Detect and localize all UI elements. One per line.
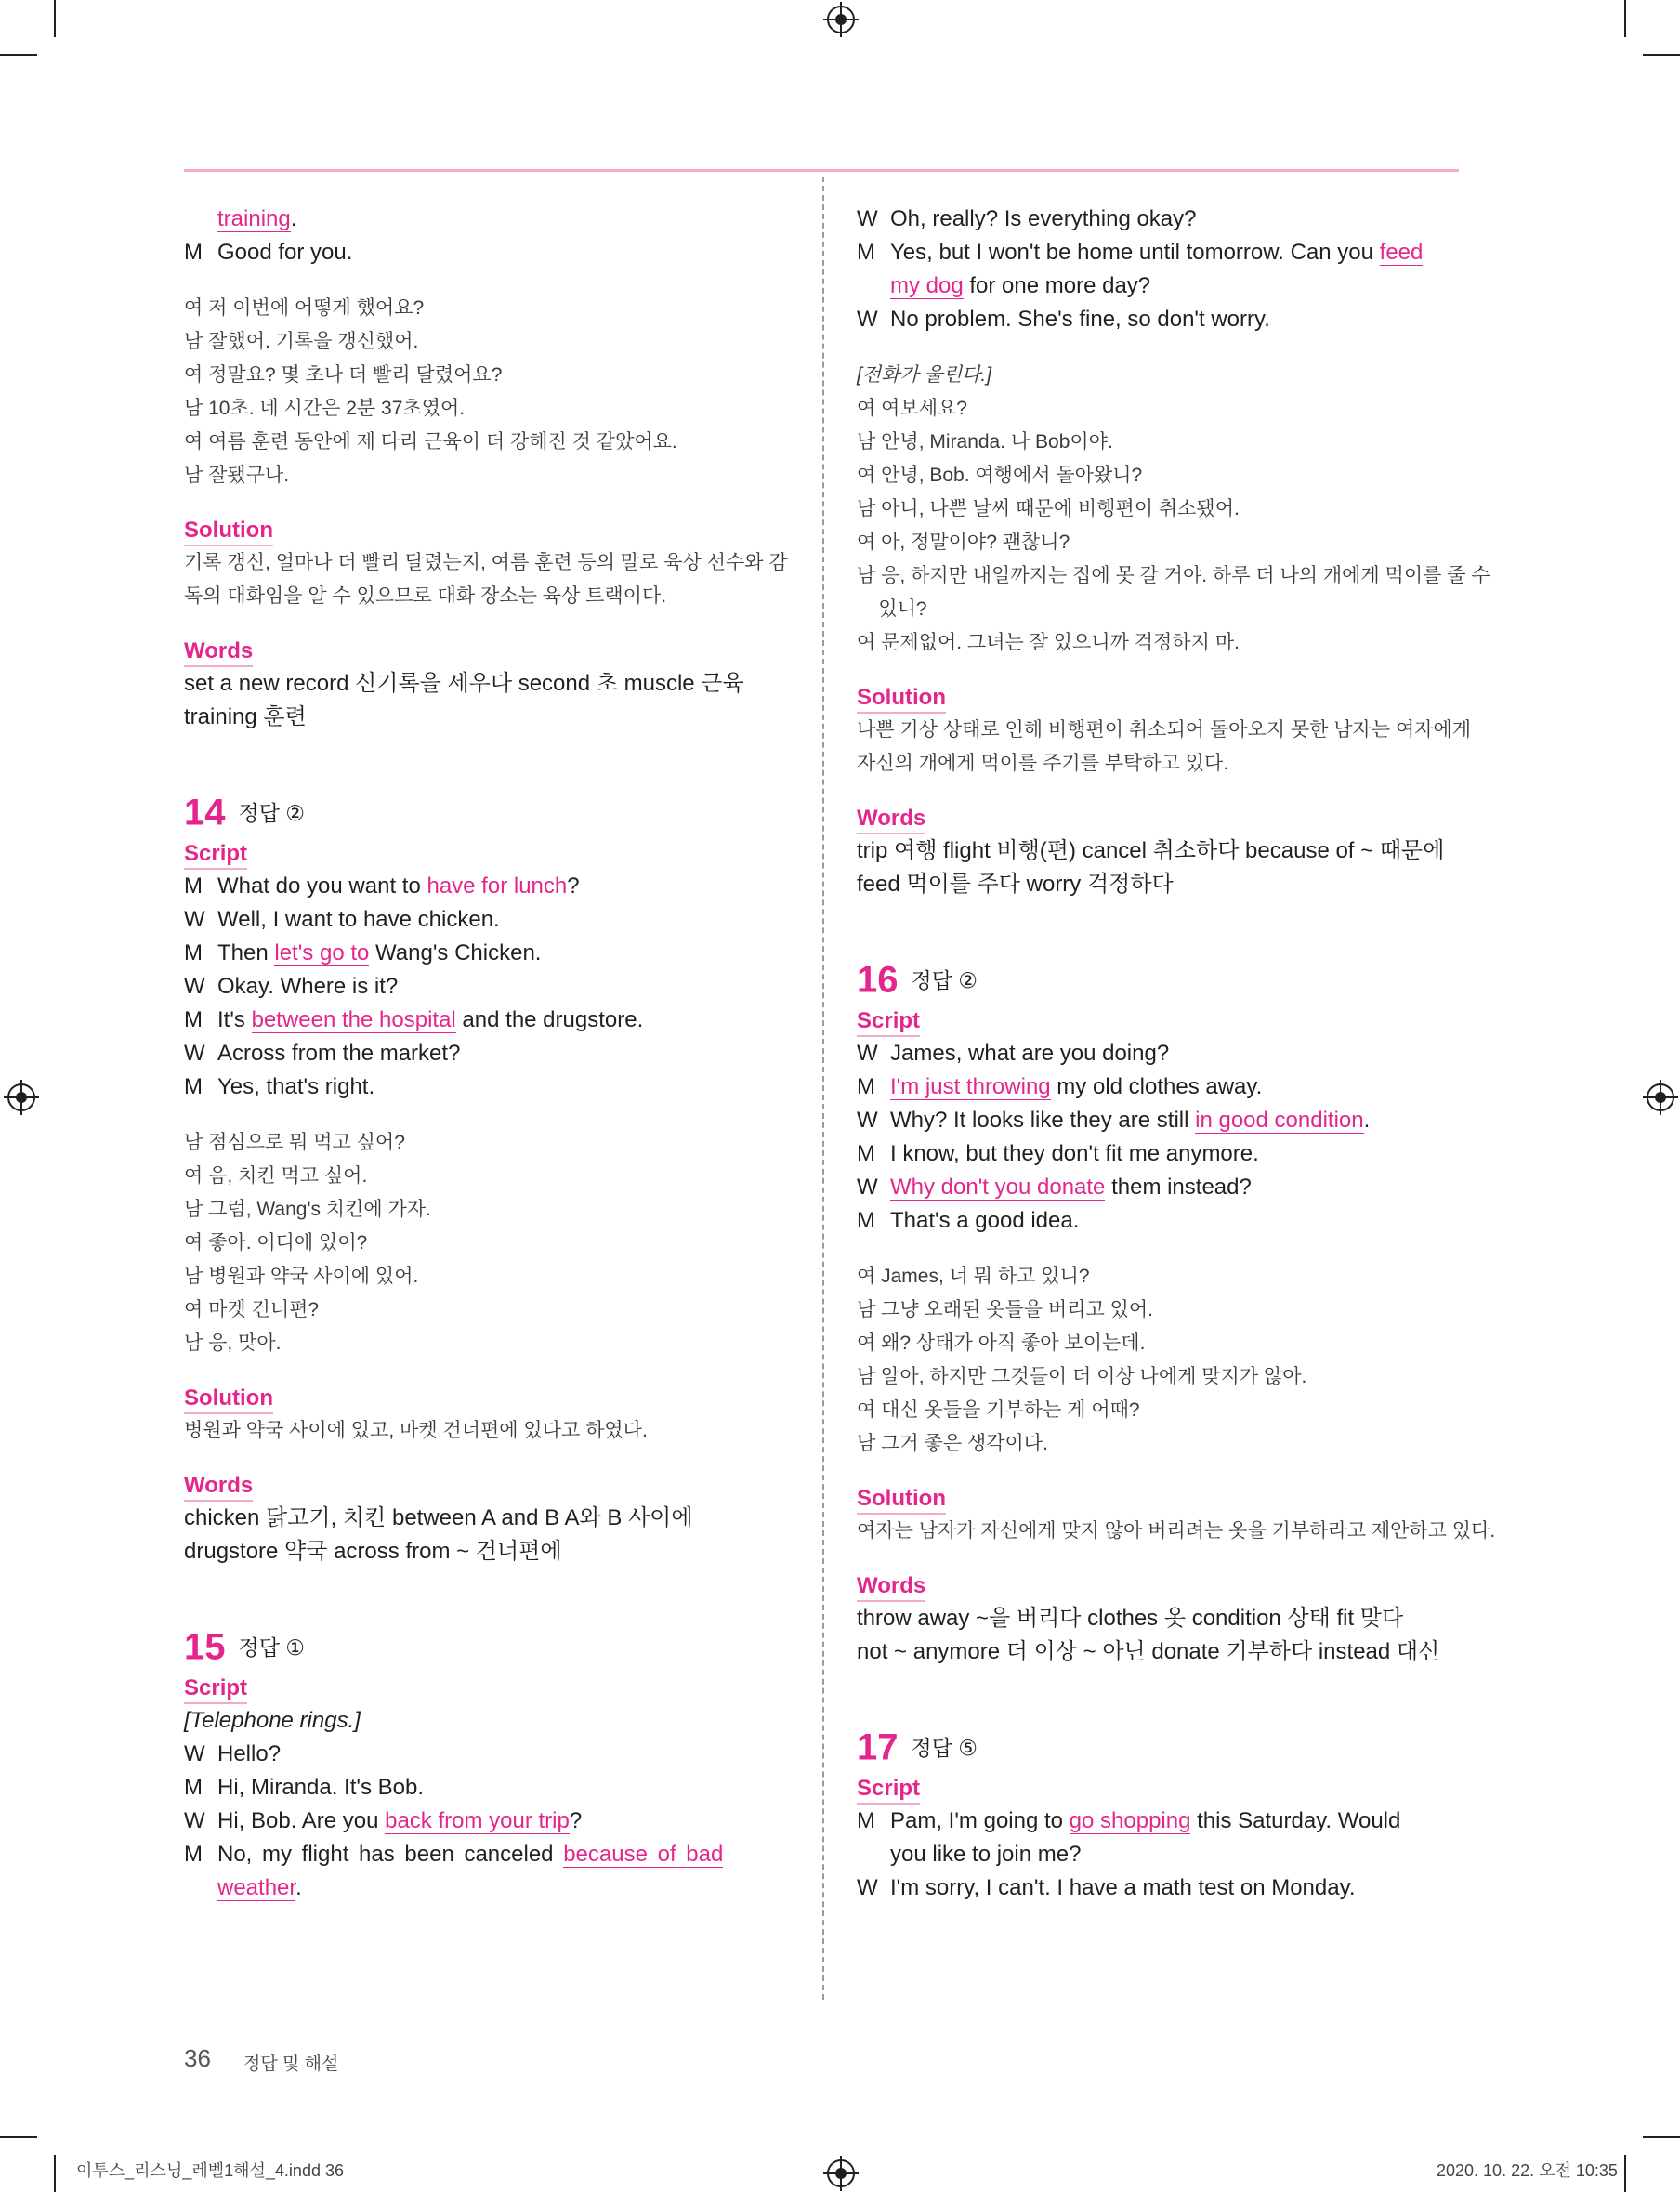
- right-column: [857, 203, 1496, 1905]
- script-line: M What do you want to have for lunch?: [184, 873, 580, 899]
- translation-line: 남 응, 맞아.: [184, 1332, 282, 1354]
- translation-line: 여 정말요? 몇 초나 더 빨리 달렸어요?: [184, 364, 503, 386]
- script-line: M Good for you.: [184, 240, 353, 265]
- stage-direction: [Telephone rings.]: [184, 1708, 361, 1733]
- translation-line: 여 마켓 건너편?: [184, 1299, 320, 1320]
- translation-line: 여 좋아. 어디에 있어?: [184, 1232, 368, 1254]
- section-label: Words: [857, 803, 1461, 834]
- section-label: Script: [184, 838, 788, 870]
- translation-line: 남 잘됐구나.: [184, 465, 290, 486]
- section-label: Script: [184, 1673, 788, 1704]
- footer-title: 정답 및 해설: [243, 2054, 339, 2074]
- print-slug-date: 2020. 10. 22. 오전 10:35: [1437, 2161, 1618, 2180]
- section-label: Script: [857, 1005, 1461, 1037]
- translation-line: 있니?: [857, 598, 927, 620]
- solution-text: 병원과 약국 사이에 있고, 마켓 건너편에 있다고 하였다.: [184, 1420, 648, 1441]
- solution-text: 독의 대화임을 알 수 있으므로 대화 장소는 육상 트랙이다.: [184, 585, 667, 607]
- section-label: Words: [184, 636, 788, 667]
- translation-line: 남 그럼, Wang's 치킨에 가자.: [184, 1199, 431, 1220]
- translation-line: 남 안녕, Miranda. 나 Bob이야.: [857, 431, 1113, 453]
- words-text: feed 먹이를 주다 worry 걱정하다: [857, 872, 1174, 897]
- crop-mark: [0, 2136, 37, 2138]
- question-header: 15 정답 ①: [184, 1626, 305, 1668]
- section-label: Words: [857, 1570, 1461, 1602]
- section-label: Solution: [184, 515, 788, 546]
- translation-line: 남 10초. 네 시간은 2분 37초였어.: [184, 398, 466, 419]
- script-line: W Across from the market?: [184, 1041, 461, 1066]
- translation-line: 여 여보세요?: [857, 398, 967, 419]
- registration-mark-icon: [1647, 1083, 1674, 1111]
- solution-text: 기록 갱신, 얼마나 더 빨리 달렸는지, 여름 훈련 등의 말로 육상 선수와 감: [184, 552, 788, 573]
- words-text: trip 여행 flight 비행(편) cancel 취소하다 because of ~ 때문에: [857, 838, 1445, 863]
- script-line: weather.: [217, 1875, 302, 1900]
- script-line: W Hi, Bob. Are you back from your trip?: [184, 1808, 583, 1833]
- left-column: [184, 203, 788, 1905]
- question-header: 14 정답 ②: [184, 792, 305, 833]
- section-label: Solution: [184, 1383, 788, 1414]
- words-text: not ~ anymore 더 이상 ~ 아닌 donate 기부하다 instead 대신: [857, 1639, 1440, 1664]
- script-line: W Okay. Where is it?: [184, 974, 399, 999]
- translation-line: 여 대신 옷들을 기부하는 게 어때?: [857, 1399, 1140, 1421]
- script-line: W I'm sorry, I can't. I have a math test on Monday.: [857, 1875, 1356, 1900]
- registration-mark-icon: [7, 1083, 35, 1111]
- crop-mark: [0, 54, 37, 56]
- script-line: M Yes, that's right.: [184, 1074, 375, 1099]
- crop-mark: [54, 0, 56, 37]
- translation-line: 여 안녕, Bob. 여행에서 돌아왔니?: [857, 465, 1143, 486]
- script-line: W Why don't you donate them instead?: [857, 1175, 1252, 1200]
- translation-line: 여 문제없어. 그녀는 잘 있으니까 걱정하지 마.: [857, 632, 1240, 653]
- translation-line: 여 James, 너 뭐 하고 있니?: [857, 1266, 1090, 1287]
- solution-text: 자신의 개에게 먹이를 주기를 부탁하고 있다.: [857, 753, 1229, 774]
- translation-line: 여 왜? 상태가 아직 좋아 보이는데.: [857, 1332, 1146, 1354]
- translation-line: 남 점심으로 뭐 먹고 싶어?: [184, 1132, 405, 1153]
- translation-line: 남 응, 하지만 내일까지는 집에 못 갈 거야. 하루 더 나의 개에게 먹이를 줄 수: [857, 565, 1490, 586]
- script-line: W Well, I want to have chicken.: [184, 907, 500, 932]
- script-line: M Then let's go to Wang's Chicken.: [184, 940, 542, 965]
- registration-mark-icon: [827, 6, 855, 33]
- words-text: training 훈련: [184, 704, 307, 729]
- translation-line: 남 알아, 하지만 그것들이 더 이상 나에게 맞지가 않아.: [857, 1366, 1307, 1387]
- words-text: throw away ~을 버리다 clothes 옷 condition 상태 fit 맞다: [857, 1606, 1404, 1631]
- crop-mark: [54, 2155, 56, 2192]
- script-line: M I'm just throwing my old clothes away.: [857, 1074, 1263, 1099]
- question-header: 17 정답 ⑤: [857, 1726, 978, 1768]
- question-header: 16 정답 ②: [857, 959, 978, 1001]
- script-line: you like to join me?: [890, 1842, 1082, 1867]
- translation-line: 남 병원과 약국 사이에 있어.: [184, 1266, 419, 1287]
- script-line: W No problem. She's fine, so don't worry.: [857, 307, 1270, 332]
- words-text: set a new record 신기록을 세우다 second 초 muscle 근육: [184, 671, 744, 696]
- crop-mark: [1643, 2136, 1680, 2138]
- solution-text: 나쁜 기상 상태로 인해 비행편이 취소되어 돌아오지 못한 남자는 여자에게: [857, 719, 1472, 741]
- script-line: W Oh, really? Is everything okay?: [857, 206, 1197, 231]
- script-line: M That's a good idea.: [857, 1208, 1080, 1233]
- section-label: Words: [184, 1470, 788, 1502]
- section-label: Solution: [857, 1483, 1461, 1515]
- script-line: M It's between the hospital and the drugstore.: [184, 1007, 644, 1032]
- script-line: M Hi, Miranda. It's Bob.: [184, 1775, 424, 1800]
- crop-mark: [1643, 54, 1680, 56]
- words-text: drugstore 약국 across from ~ 건너편에: [184, 1539, 562, 1564]
- crop-mark: [1624, 2155, 1626, 2192]
- translation-line: 여 여름 훈련 동안에 제 다리 근육이 더 강해진 것 같았어요.: [184, 431, 677, 453]
- translation-line: 여 아, 정말이야? 괜찮니?: [857, 532, 1070, 553]
- script-line: W James, what are you doing?: [857, 1041, 1170, 1066]
- translation-line: 여 음, 치킨 먹고 싶어.: [184, 1165, 368, 1187]
- crop-mark: [1624, 0, 1626, 37]
- words-text: chicken 닭고기, 치킨 between A and B A와 B 사이에: [184, 1505, 693, 1530]
- column-divider: [822, 177, 824, 2000]
- translation-line: 남 그거 좋은 생각이다.: [857, 1433, 1048, 1454]
- section-label: Script: [857, 1773, 1461, 1805]
- translation-line: 남 그냥 오래된 옷들을 버리고 있어.: [857, 1299, 1154, 1320]
- script-line: W Why? It looks like they are still in good condition.: [857, 1108, 1371, 1133]
- script-line: M No, my flight has been canceled because of bad: [184, 1842, 724, 1867]
- script-line: M Yes, but I won't be home until tomorrow. Can you feed: [857, 240, 1424, 265]
- script-line: training.: [217, 206, 297, 231]
- script-line: M Pam, I'm going to go shopping this Saturday. Would: [857, 1808, 1401, 1833]
- translation-line: 남 잘했어. 기록을 갱신했어.: [184, 331, 419, 352]
- script-line: W Hello?: [184, 1741, 282, 1766]
- print-slug-file: 이투스_리스닝_레벨1해설_4.indd 36: [76, 2161, 344, 2180]
- script-line: M I know, but they don't fit me anymore.: [857, 1141, 1259, 1166]
- translation-line: 남 아니, 나쁜 날씨 때문에 비행편이 취소됐어.: [857, 498, 1240, 519]
- solution-text: 여자는 남자가 자신에게 맞지 않아 버리려는 옷을 기부하라고 제안하고 있다.: [857, 1520, 1496, 1542]
- top-rule: [184, 169, 1459, 172]
- page-number: 36: [184, 2044, 211, 2072]
- stage-direction: [전화가 울린다.]: [857, 364, 992, 386]
- script-line: my dog for one more day?: [890, 273, 1151, 298]
- registration-mark-icon: [827, 2159, 855, 2187]
- translation-line: 여 저 이번에 어떻게 했어요?: [184, 297, 425, 319]
- section-label: Solution: [857, 682, 1461, 714]
